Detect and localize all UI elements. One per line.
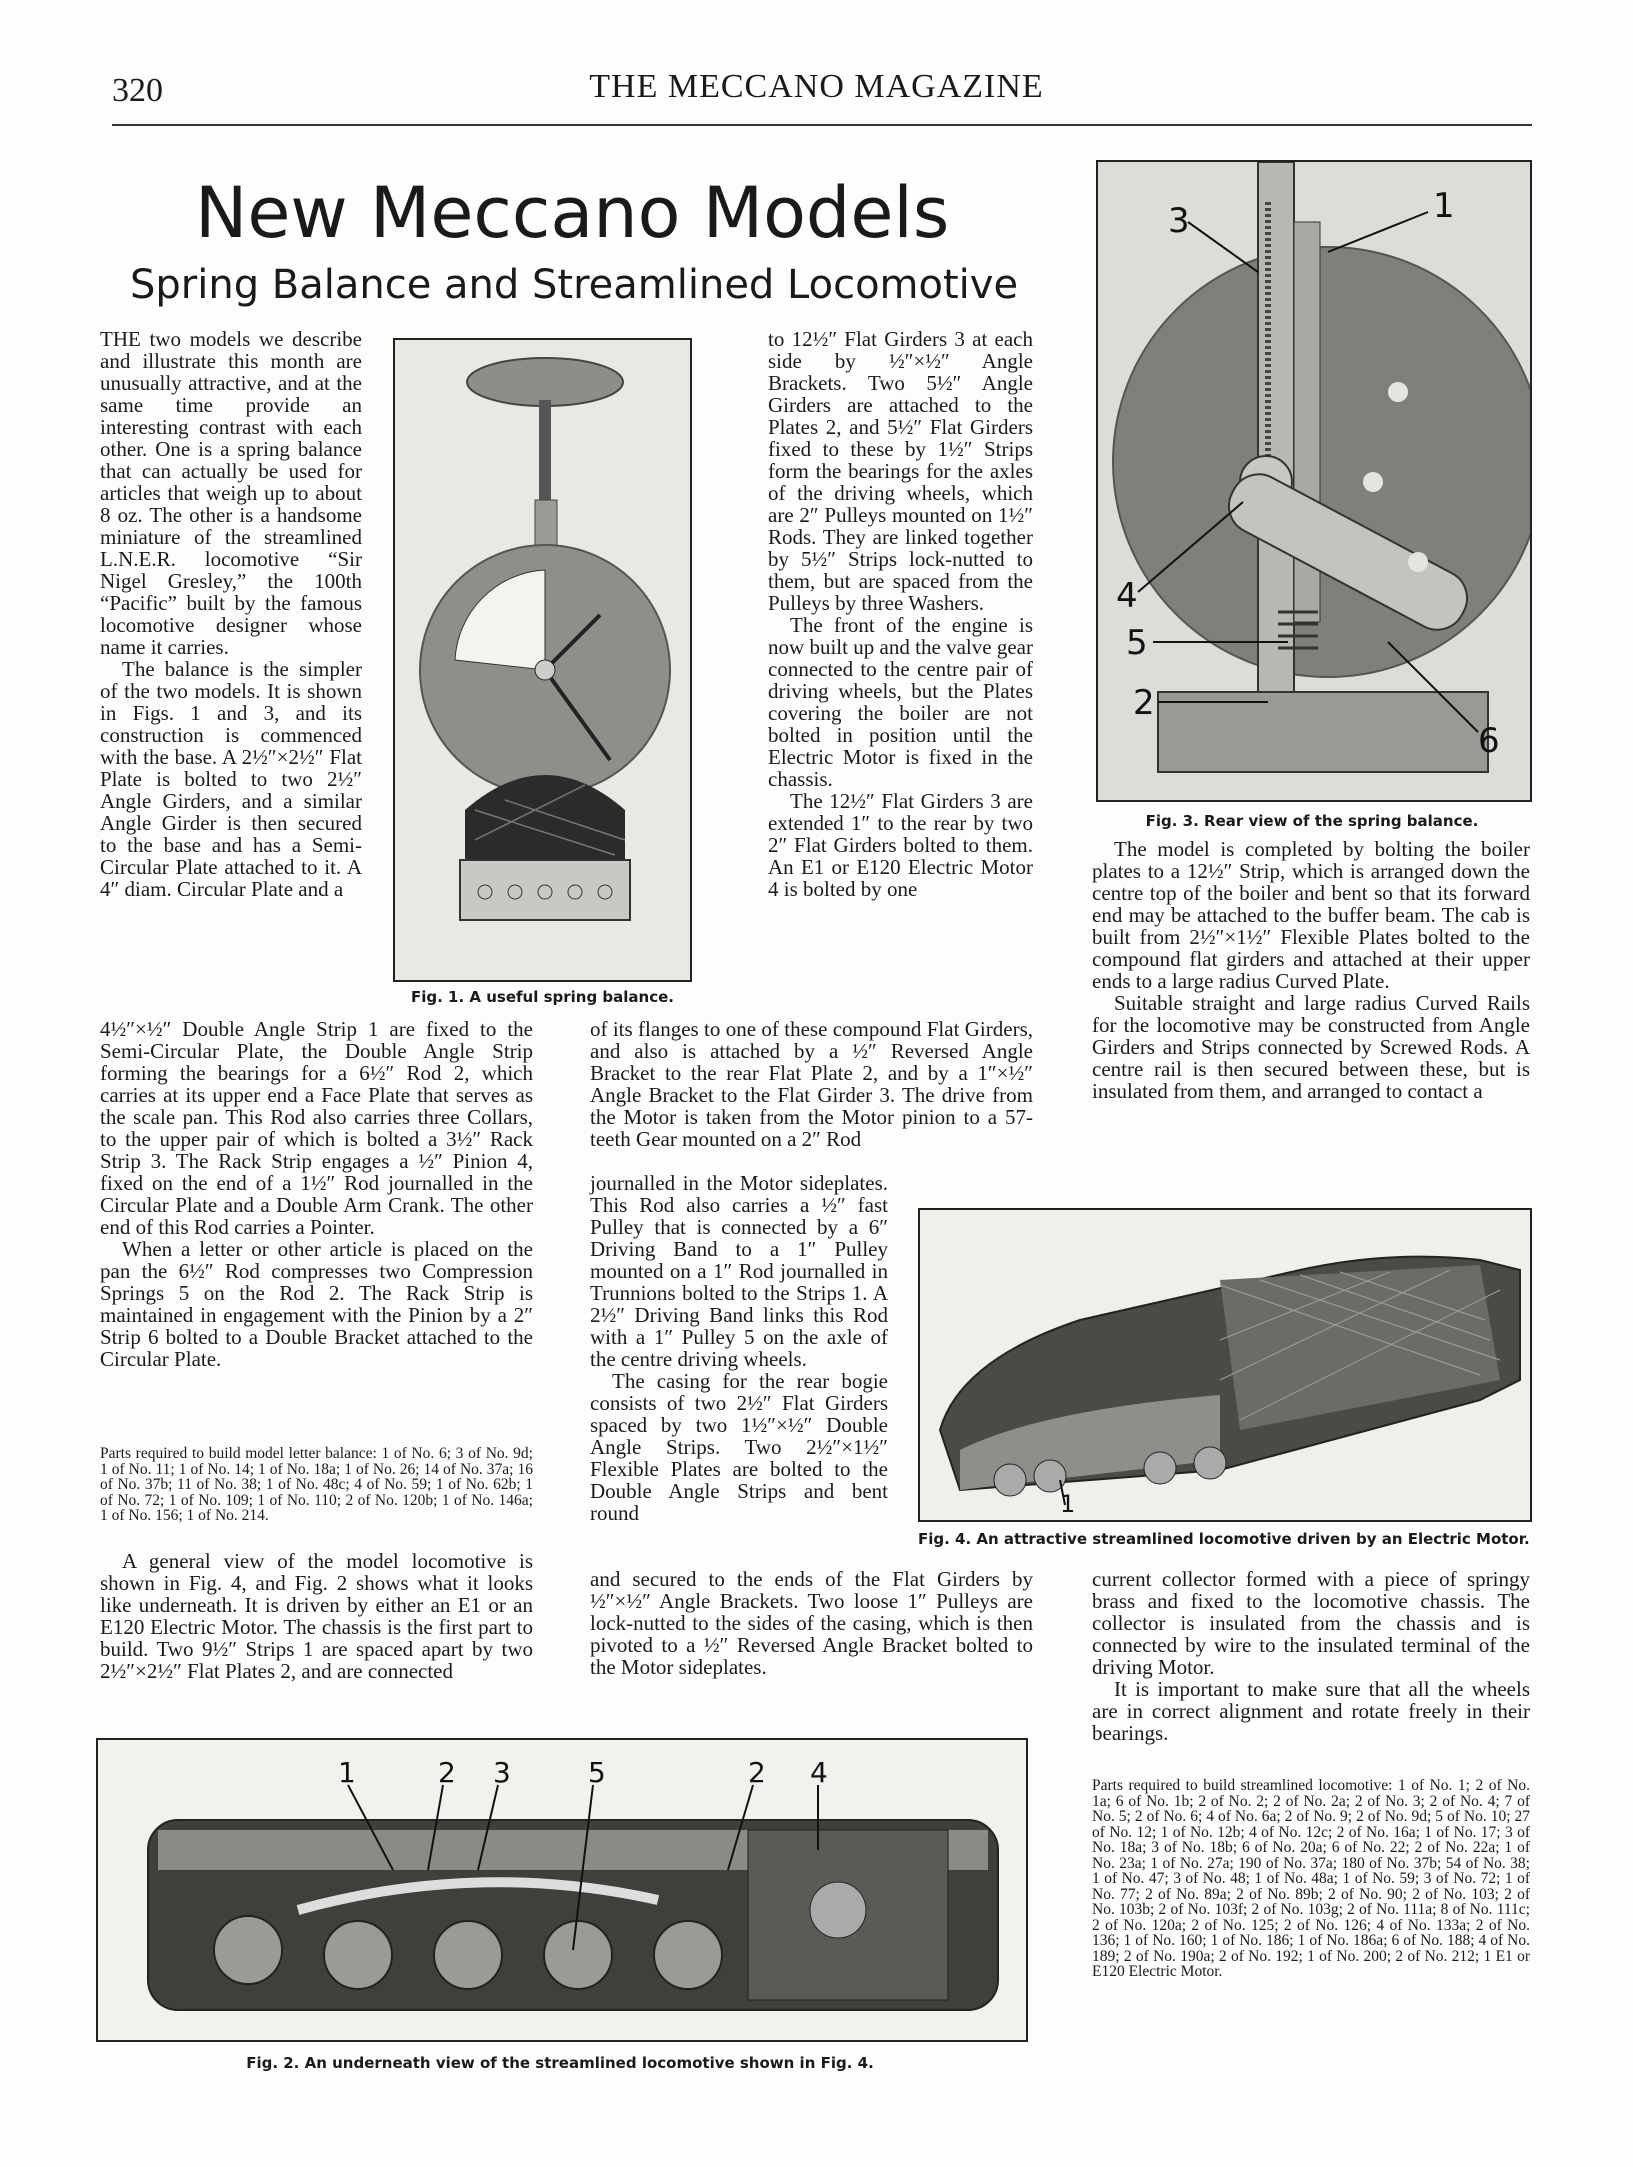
column2-lower [590,1172,888,1524]
bogie-paragraph: The casing for the rear bogie consists of two 2½″ Flat Girders spaced by two 1½″×½″ Double Angle Strips. Two 2½″×1½″ Flexible Plates are bolted to the Double Angle Strips and bent round [590,1369,888,1525]
chassis-paragraph: to 12½″ Flat Girders 3 at each side by ½″×½″ Angle Brackets. Two 5½″ Angle Girders are attached to the Plates 2, and 5½″ Flat Girders fixed to these by 1½″ Strips form the bearings for the axles of the driving wheels, which are 2″ Pulleys mounted on 1½″ Rods. They are linked together by 5½″ Strips lock-nutted to them, but are spaced from the Pulleys by three Washers. [768,327,1033,615]
fig2-label-1: 1 [338,1756,356,1789]
fig3-label-4: 4 [1116,576,1138,616]
column1-middle [100,1018,533,1370]
magazine-title: THE MECCANO MAGAZINE [589,68,1044,105]
parts-list-locomotive: Parts required to build streamlined locomotive: 1 of No. 1; 2 of No. 1a; 6 of No. 1b; 2 of No. 2; 2 of No. 2a; 2 of No. 3; 2 of No. 4; 7 of No. 5; 2 of No. 6; 4 of No. 6a; 2 of No. 9; 2 of No. 9d; 5 of No. 10; 27 of No. 12; 1 of No. 12b; 4 of No. 12c; 2 of No. 16a; 1 of No. 17; 3 of No. 18a; 3 of No. 18b; 6 of No. 20a; 6 of No. 22; 2 of No. 22a; 1 of No. 23a; 1 of No. 27a; 190 of No. 37a; 180 of No. 37b; 54 of No. 38; 1 of No. 47; 3 of No. 48; 1 of No. 48a; 1 of No. 59; 3 of No. 72; 1 of No. 77; 2 of No. 89a; 2 of No. 89b; 2 of No. 90; 2 of No. 103; 2 of No. 103b; 2 of No. 103f; 2 of No. 103g; 2 of No. 111a; 8 of No. 111c; 2 of No. 120a; 2 of No. 125; 2 of No. 126; 4 of No. 133a; 2 of No. 136; 1 of No. 160; 1 of No. 186; 1 of No. 186a; 6 of No. 188; 4 of No. 189; 2 of No. 190a; 2 of No. 192; 1 of No. 200; 2 of No. 212; 1 E1 or E120 Electric Motor. [1092,1777,1530,1980]
balance-paragraph: The balance is the simpler of the two models. It is shown in Figs. 1 and 3, and its construction is commenced with the base. A 2½″×2½″ Flat Plate is bolted to two 2½″ Angle Girders, and a similar Angle Girder is then secured to the base and has a Semi-Circular Plate attached to it. A 4″ diam. Circular Plate and a [100,657,362,901]
engine-front-paragraph: The front of the engine is now built up and the valve gear connected to the centre pair of driving wheels, but the Plates covering the boiler are not bolted in position until the Electric Motor is fixed in the chassis. [768,613,1033,791]
boiler-paragraph: The model is completed by bolting the boiler plates to a 12½″ Strip, which is arranged down the centre top of the boiler and bent so that its forward end may be attached to the buffer beam. The cab is built from 2½″×1½″ Flexible Plates bolted to the compound flat girders and attached at their upper ends to a large radius Curved Plate. [1092,837,1530,993]
fig3-label-5: 5 [1126,623,1148,663]
intro-paragraph: THE two models we describe and illustrate this month are unusually attractive, and at the same time provide an interesting contrast with each other. One is a spring balance that can actually be used for articles that weigh up to about 8 oz. The other is a handsome miniature of the streamlined L.N.E.R. locomotive “Sir Nigel Gresley,” the 100th “Pacific” built by the famous locomotive designer whose name it carries. [100,327,362,659]
bogie-continued-paragraph: and secured to the ends of the Flat Girders by ½″×½″ Angle Brackets. Two loose 1″ Pulleys are lock-nutted to the sides of the casing, which is then pivoted to a ½″ Reversed Angle Bracket bolted to the Motor sideplates. [590,1567,1033,1679]
motor-mounting-paragraph: of its flanges to one of these compound Flat Girders, and also is attached by a ½″ Reversed Angle Bracket to the rear Flat Plate 2, and by a 1″×½″ Angle Bracket to the Flat Girder 3. The drive from the Motor is taken from the Motor pinion to a 57-teeth Gear mounted on a 2″ Rod [590,1017,1033,1151]
article-title: New Meccano Models [195,172,950,254]
fig2-label-5: 5 [588,1756,606,1789]
flat-girders-paragraph: The 12½″ Flat Girders 3 are extended 1″ to the rear by two 2″ Flat Girders bolted to them. An E1 or E120 Electric Motor 4 is bolted by one [768,789,1033,901]
column3-bottom [1092,1568,1530,1744]
figure-4-photo [918,1208,1532,1522]
column2-top [768,328,1033,900]
page-number: 320 [112,72,163,109]
figure-4-caption: Fig. 4. An attractive streamlined locomotive driven by an Electric Motor. [918,1530,1530,1548]
fig3-label-2: 2 [1133,683,1155,723]
fig3-label-1: 1 [1433,186,1455,226]
rails-paragraph: Suitable straight and large radius Curved Rails for the locomotive may be constructed from Angle Girders and Strips connected by Screwed Rods. A centre rail is then secured between these, but is insulated from them, and arranged to contact a [1092,991,1530,1103]
figure-2-caption: Fig. 2. An underneath view of the streamlined locomotive shown in Fig. 4. [246,2054,874,2072]
balance-detail-paragraph: 4½″×½″ Double Angle Strip 1 are fixed to the Semi-Circular Plate, the Double Angle Strip forming the bearings for a 6½″ Rod 2, which carries at its upper end a Face Plate that serves as the scale pan. This Rod also carries three Collars, to the upper pair of which is bolted a 3½″ Rack Strip 3. The Rack Strip engages a ½″ Pinion 4, fixed on the end of a 1½″ Rod journalled in the Circular Plate and a Double Arm Crank. The other end of this Rod carries a Pointer. [100,1017,533,1239]
figure-2-photo [96,1738,1028,2042]
fig2-label-2b: 2 [748,1756,766,1789]
figure-1-caption: Fig. 1. A useful spring balance. [411,988,674,1006]
collector-paragraph: current collector formed with a piece of springy brass and fixed to the locomotive chassis. The collector is insulated from the chassis and is connected by wire to the insulated terminal of the driving Motor. [1092,1567,1530,1679]
header-rule [112,124,1532,126]
figure-1-photo [393,338,692,982]
fig2-label-4: 4 [810,1756,828,1789]
fig3-label-6: 6 [1478,721,1500,761]
alignment-paragraph: It is important to make sure that all the wheels are in correct alignment and rotate freely in their bearings. [1092,1677,1530,1745]
figure-3-caption: Fig. 3. Rear view of the spring balance. [1145,812,1479,830]
drive-paragraph: journalled in the Motor sideplates. This Rod also carries a ½″ fast Pulley that is connected by a 6″ Driving Band to a 1″ Pulley mounted on a 1″ Rod journalled in Trunnions bolted to the Strips 1. A 2½″ Driving Band links this Rod with a 1″ Pulley 5 on the axle of the centre driving wheels. [590,1171,888,1371]
fig4-label-1: 1 [1060,1490,1076,1518]
fig2-label-3: 3 [493,1756,511,1789]
column1-top [100,328,362,900]
fig3-label-3: 3 [1168,201,1190,241]
article-subtitle: Spring Balance and Streamlined Locomotive [130,262,1019,308]
column3-top [1092,838,1530,1102]
locomotive-intro-paragraph: A general view of the model locomotive is shown in Fig. 4, and Fig. 2 shows what it looks like underneath. It is driven by either an E1 or an E120 Electric Motor. The chassis is the first part to build. Two 9½″ Strips 1 are spaced apart by two 2½″×2½″ Flat Plates 2, and are connected [100,1549,533,1683]
fig2-label-2a: 2 [438,1756,456,1789]
balance-operation-paragraph: When a letter or other article is placed on the pan the 6½″ Rod compresses two Compression Springs 5 on the Rod 2. The Rack Strip is maintained in engagement with the Pinion by a 2″ Strip 6 bolted to a Double Bracket attached to the Circular Plate. [100,1237,533,1371]
figure-3-photo [1096,160,1532,802]
parts-list-balance: Parts required to build model letter balance: 1 of No. 6; 3 of No. 9d; 1 of No. 11; 1 of No. 14; 1 of No. 18a; 1 of No. 26; 14 of No. 37a; 16 of No. 37b; 11 of No. 38; 1 of No. 48c; 4 of No. 59; 1 of No. 62b; 1 of No. 72; 1 of No. 109; 1 of No. 110; 2 of No. 120b; 1 of No. 146a; 1 of No. 156; 1 of No. 214. [100,1445,533,1524]
